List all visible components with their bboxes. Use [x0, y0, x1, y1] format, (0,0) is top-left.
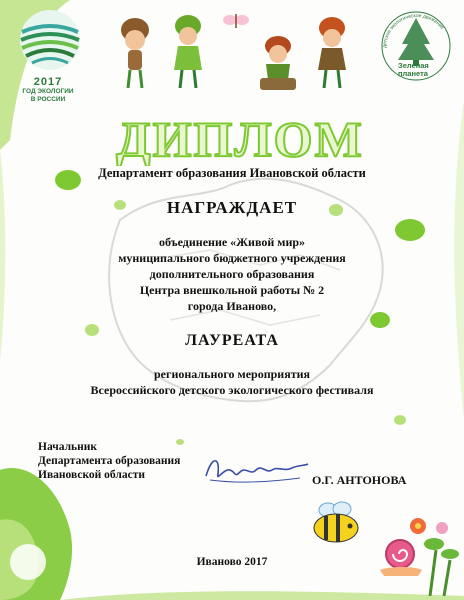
event-line: регионального мероприятия — [154, 367, 310, 381]
character-icon — [174, 15, 202, 88]
recipient-line: города Иваново, — [187, 299, 277, 313]
butterfly-icon — [223, 14, 249, 28]
recipient-line: объединение «Живой мир» — [158, 235, 306, 249]
logo-right-line-1: Зеленая — [398, 61, 429, 70]
recipient-line: муниципального бюджетного учреждения — [118, 251, 346, 265]
title-graphic — [110, 110, 370, 166]
place-and-year: Иваново 2017 — [196, 556, 268, 568]
event-line: Всероссийского детского экологического фестиваля — [90, 383, 374, 397]
logo-line-1: ГОД ЭКОЛОГИИ — [22, 88, 74, 95]
snail-flowers-icon — [370, 510, 460, 596]
character-icon — [121, 18, 149, 88]
bee-icon — [308, 500, 364, 546]
green-planet-arc-text — [378, 4, 456, 88]
position-line: Начальник — [38, 441, 97, 453]
logo-line-2: В РОССИИ — [30, 96, 66, 103]
position-line: Ивановской области — [38, 469, 145, 481]
svg-text:детское экологическое движение — [382, 13, 445, 48]
year-of-ecology-caption — [8, 76, 88, 104]
signatory-name: О.Г. АНТОНОВА — [312, 473, 407, 487]
year-of-ecology-logo — [18, 6, 82, 74]
cartoon-characters — [110, 8, 360, 94]
laureate-heading: ЛАУРЕАТА — [185, 332, 279, 349]
logo-year: 2017 — [33, 76, 63, 88]
character-icon — [318, 17, 346, 88]
position-line: Департамента образования — [38, 455, 181, 467]
recipient-block — [0, 234, 464, 314]
diploma-title: ДИПЛОМ — [116, 111, 364, 166]
arc-caption: детское экологическое движение — [381, 12, 445, 49]
event-block — [0, 366, 464, 398]
recipient-line: Центра внешкольной работы № 2 — [139, 283, 325, 297]
handwritten-signature — [200, 448, 310, 488]
character-icon — [260, 36, 296, 90]
department-name: Департамент образования Ивановской области — [98, 166, 366, 180]
signatory-position — [38, 440, 180, 482]
awards-heading: НАГРАЖДАЕТ — [166, 198, 298, 217]
logo-right-line-2: планета — [398, 69, 428, 78]
recipient-line: дополнительного образования — [149, 267, 315, 281]
